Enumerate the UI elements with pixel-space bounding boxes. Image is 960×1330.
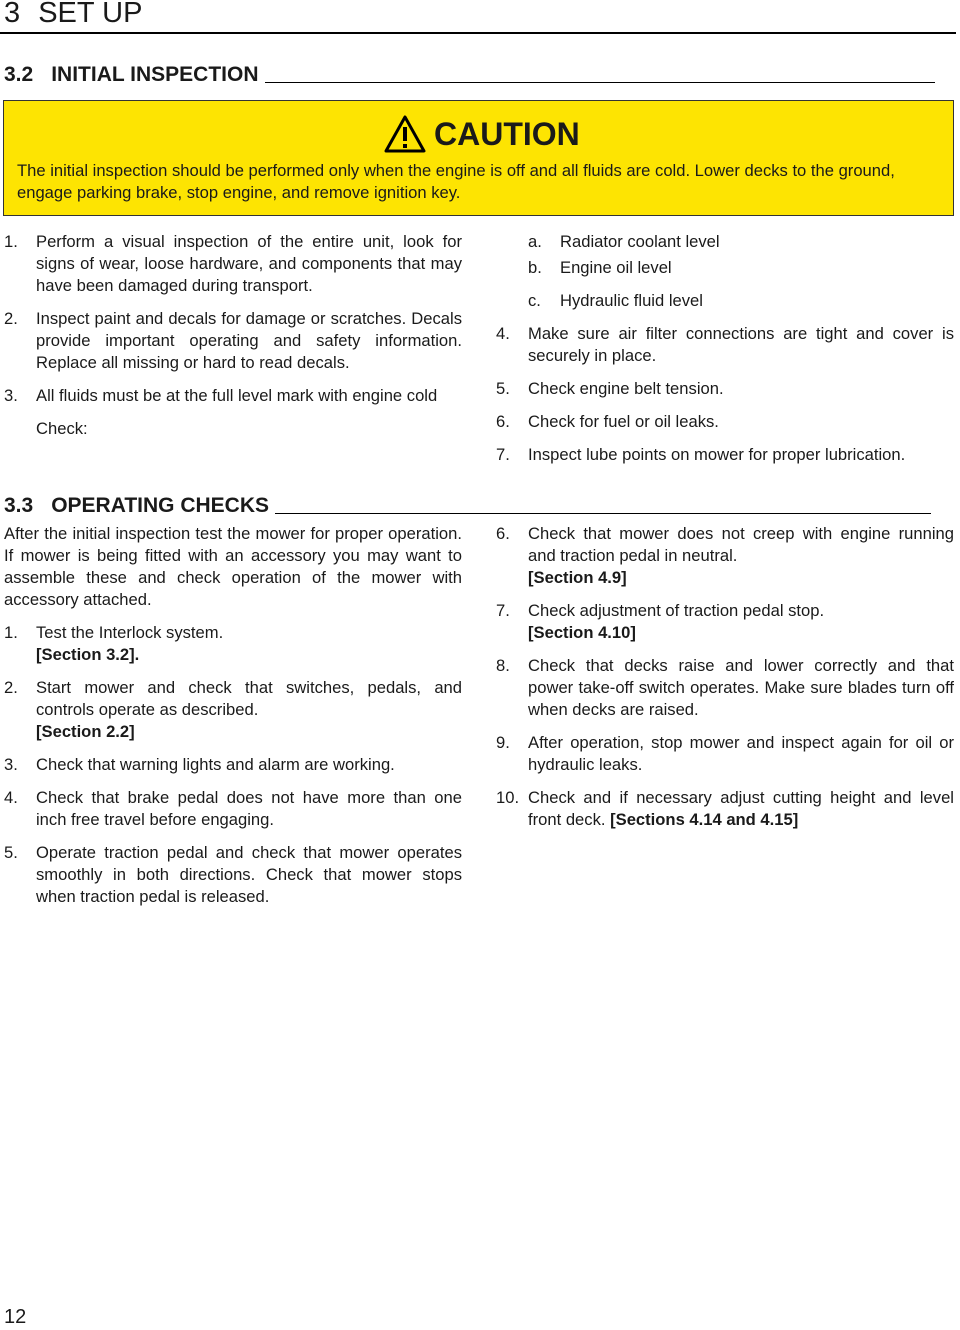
section-heading-operating-checks [4,493,931,519]
item-text: Check that mower does not creep with engine running and traction pedal in neutral. [528,524,954,565]
list-item [4,677,462,743]
item-number: 1. [4,232,18,251]
item-text: Check and if necessary adjust cutting height and level front deck. [528,788,954,829]
list-item [496,600,954,644]
section-reference: [Section 2.2] [36,722,135,741]
item-text: Check adjustment of traction pedal stop. [528,601,825,620]
section-number: 3.2 [4,63,34,86]
section-reference: [Section 4.9] [528,568,627,587]
inspection-left-column [4,231,462,440]
section-reference: [Section 4.10] [528,623,636,642]
item-number: 7. [496,445,510,464]
caution-text: The initial inspection should be performed only when the engine is off and all fluids are cold. Lower decks to the ground, engage parking brake, stop engine, and remove ignition key. [17,161,895,202]
item-number: 4. [496,324,510,343]
list-item [4,787,462,831]
list-item [496,378,954,400]
chapter-number: 3 [4,0,21,29]
item-number: 6. [496,412,510,431]
item-number: 6. [496,524,510,543]
item-number: 2. [4,678,18,697]
operating-left-column [4,523,462,919]
item-number: 5. [496,379,510,398]
item-number: 1. [4,623,18,642]
chapter-rule [0,32,956,34]
list-item [4,842,462,908]
item-text: Operate traction pedal and check that mower operates smoothly in both directions. Check that mower stops when traction pedal is released. [36,843,462,906]
section-reference: [Sections 4.14 and 4.15] [610,810,799,829]
item-text: All fluids must be at the full level mark with engine cold [36,386,438,405]
list-item [4,231,462,297]
item-number: 3. [4,755,18,774]
item-text: Test the Interlock system. [36,623,224,642]
sub-item-letter: c. [528,291,541,310]
item-text: Check for fuel or oil leaks. [528,412,719,431]
list-item [496,732,954,776]
sub-item-letter: a. [528,232,542,251]
warning-triangle-icon [384,115,426,153]
sub-item [528,257,954,279]
item-text: Start mower and check that switches, pedals, and controls operate as described. [36,678,462,719]
item-text: Make sure air filter connections are tight and cover is securely in place. [528,324,954,365]
section-rule [265,82,935,83]
sub-item [528,290,954,312]
section-reference: [Section 3.2]. [36,645,140,664]
sub-item-text: Engine oil level [560,258,672,277]
item-number: 9. [496,733,510,752]
sub-item-letter: b. [528,258,542,277]
item-text: After operation, stop mower and inspect again for oil or hydraulic leaks. [528,733,954,774]
inspection-right-column [496,231,954,477]
sub-item-text: Hydraulic fluid level [560,291,703,310]
intro-paragraph: After the initial inspection test the mower for proper operation. If mower is being fitted with an accessory you may want to assemble these and check operation of the mower with accessory attached. [4,524,462,609]
list-item [496,444,954,466]
section-rule [275,513,931,514]
list-item [496,655,954,721]
chapter-title: SET UP [38,0,143,29]
caution-box [3,100,954,216]
item-number: 2. [4,309,18,328]
item-text: Inspect lube points on mower for proper lubrication. [528,445,906,464]
check-label: Check: [36,419,88,438]
item-number: 8. [496,656,510,675]
item-text: Inspect paint and decals for damage or scratches. Decals provide important operating and safety information. Replace all missing or hard to read decals. [36,309,462,372]
operating-right-column [496,523,954,842]
item-number: 7. [496,601,510,620]
section-number: 3.3 [4,494,34,517]
item-text: Check that warning lights and alarm are working. [36,755,395,774]
item-number: 3. [4,386,18,405]
sub-item-text: Radiator coolant level [560,232,720,251]
item-number: 4. [4,788,18,807]
chapter-heading [4,0,142,32]
item-number: 10. [496,788,520,807]
list-item [496,787,954,831]
list-item [4,308,462,374]
caution-title: CAUTION [434,115,580,152]
list-item [4,754,462,776]
caution-heading [384,115,580,153]
item-text: Perform a visual inspection of the entire unit, look for signs of wear, loose hardware, and components that may have been damaged during transport. [36,232,462,295]
section-heading-initial-inspection [4,62,935,88]
sub-item [528,231,954,253]
list-item [496,411,954,433]
list-item [496,523,954,589]
item-text: Check that decks raise and lower correctly and that power take-off switch operates. Make sure blades turn off when decks are raised. [528,656,954,719]
page-number: 12 [4,1306,27,1328]
item-number: 5. [4,843,18,862]
item-text: Check engine belt tension. [528,379,724,398]
list-item [496,323,954,367]
section-title: OPERATING CHECKS [51,494,269,517]
list-item [4,622,462,666]
section-title: INITIAL INSPECTION [51,63,259,86]
item-text: Check that brake pedal does not have more than one inch free travel before engaging. [36,788,462,829]
list-item [4,385,462,407]
